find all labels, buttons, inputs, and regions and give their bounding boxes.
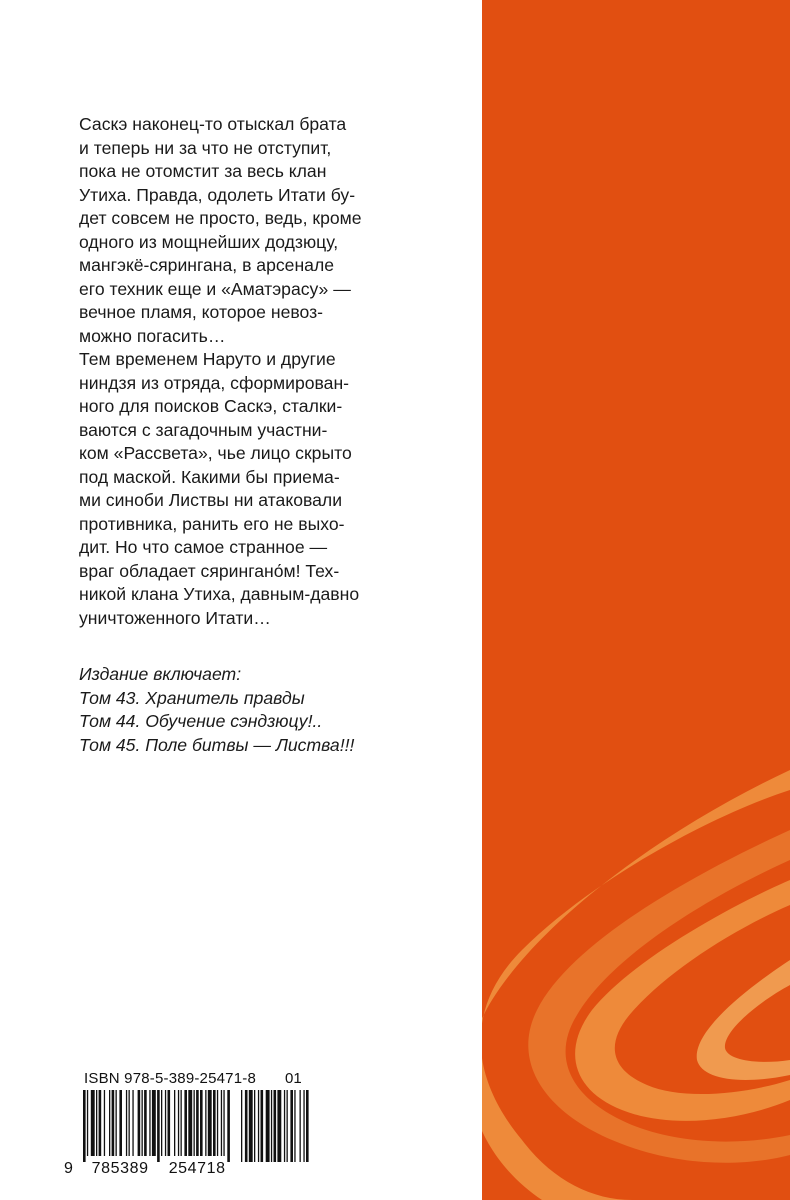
addon-bar xyxy=(261,1090,264,1162)
barcode-bar xyxy=(119,1090,122,1156)
volume-item: Том 44. Обучение сэндзюцу!.. xyxy=(79,711,323,731)
barcode-bar xyxy=(129,1090,130,1156)
blurb-line: ниндзя из отряда, сформирован- xyxy=(79,372,350,393)
addon-bar xyxy=(274,1090,277,1162)
isbn-label: ISBN 978-5-389-25471-8 xyxy=(84,1070,257,1087)
addon-bar xyxy=(249,1090,253,1162)
barcode-bar xyxy=(223,1090,224,1156)
addon-bar xyxy=(287,1090,288,1162)
barcode-bar xyxy=(104,1090,105,1156)
volume-item: Том 43. Хранитель правды xyxy=(79,687,305,708)
blurb-line: ком «Рассвета», чье лицо скрыто xyxy=(79,443,352,463)
barcode-bar xyxy=(138,1090,141,1156)
contents-heading: Издание включает: xyxy=(79,664,242,684)
addon-bar xyxy=(277,1090,281,1162)
addon-bar xyxy=(258,1090,259,1162)
blurb-line: ного для поисков Саскэ, сталки- xyxy=(79,396,343,416)
blurb-line: мангэкё-сярингана, в арсенале xyxy=(79,255,335,275)
barcode-bar xyxy=(181,1090,182,1156)
barcode-bar xyxy=(178,1090,179,1156)
barcode-bar xyxy=(213,1090,216,1156)
barcode-bars xyxy=(81,1090,311,1162)
addon-bar xyxy=(266,1090,270,1162)
blurb-line: дет совсем не просто, ведь, кроме xyxy=(79,208,362,228)
barcode-bar xyxy=(116,1090,117,1156)
barcode-bar xyxy=(184,1090,187,1156)
barcode-bar xyxy=(149,1090,150,1156)
blurb-line: никой клана Утиха, давным-давно xyxy=(79,584,360,604)
addon-bar xyxy=(290,1090,293,1162)
blurb-line: враг обладает сярингано́м! Тех- xyxy=(79,560,340,581)
barcode-bar xyxy=(217,1090,218,1156)
orbit-rings-graphic xyxy=(482,0,790,1200)
ean-right-group: 254718 xyxy=(168,1160,226,1177)
barcode-bar xyxy=(142,1090,143,1156)
barcode-bar xyxy=(99,1090,102,1156)
blurb-line: его техник еще и «Аматэрасу» — xyxy=(79,278,351,299)
blurb-line: противника, ранить его не выхо- xyxy=(79,513,345,534)
barcode-bar xyxy=(165,1090,166,1156)
edition-contents xyxy=(79,663,439,757)
barcode-addon: 01 xyxy=(285,1070,302,1087)
addon-bar xyxy=(271,1090,272,1162)
blurb-line: Тем временем Наруто и другие xyxy=(79,349,336,369)
addon-bar xyxy=(294,1090,295,1162)
blurb-line: Саскэ наконец-то отыскал брата xyxy=(79,114,347,134)
barcode-bar xyxy=(196,1090,199,1156)
barcode-bar xyxy=(194,1090,195,1156)
addon-bar xyxy=(303,1090,304,1162)
blurb-line: вечное пламя, которое невоз- xyxy=(79,302,324,322)
addon-bar xyxy=(300,1090,301,1162)
barcode-bar xyxy=(200,1090,203,1156)
blurb-line: одного из мощнейших додзюцу, xyxy=(79,231,339,252)
barcode-bar xyxy=(87,1090,88,1156)
barcode-bar xyxy=(174,1090,175,1156)
barcode-bar xyxy=(96,1090,97,1156)
addon-bar xyxy=(306,1090,309,1162)
addon-bar xyxy=(245,1090,248,1162)
blurb-line: и теперь ни за что не отступит, xyxy=(79,137,332,158)
barcode-bar xyxy=(221,1090,222,1156)
orange-panel xyxy=(482,0,790,1200)
ean-digits xyxy=(64,1160,314,1178)
barcode-bar xyxy=(157,1090,160,1162)
blurb-line: под маской. Какими бы приема- xyxy=(79,466,340,487)
barcode-bar xyxy=(91,1090,95,1156)
blurb-line: можно погасить… xyxy=(79,325,226,346)
barcode-bar xyxy=(144,1090,147,1156)
blurb-text xyxy=(79,113,409,630)
addon-bar xyxy=(284,1090,285,1162)
barcode-bar xyxy=(132,1090,133,1156)
barcode-bar xyxy=(152,1090,156,1156)
barcode-bar xyxy=(83,1090,86,1162)
blurb-line: Утиха. Правда, одолеть Итати бу- xyxy=(79,184,356,205)
ean-left-group: 785389 xyxy=(91,1160,149,1177)
barcode-bar xyxy=(188,1090,192,1156)
ean-first-digit: 9 xyxy=(64,1160,74,1177)
addon-bar xyxy=(241,1090,242,1162)
barcode-bar xyxy=(227,1090,230,1162)
addon-bar xyxy=(254,1090,255,1162)
blurb-line: пока не отомстит за весь клан xyxy=(79,161,327,181)
barcode-bar xyxy=(126,1090,127,1156)
barcode-bar xyxy=(161,1090,162,1156)
barcode-bar xyxy=(168,1090,171,1156)
blurb-line: ваются с загадочным участни- xyxy=(79,419,328,440)
blurb-line: уничтоженного Итати… xyxy=(79,607,271,628)
blurb-line: дит. Но что самое странное — xyxy=(79,537,328,557)
blurb-line: ми синоби Листвы ни атаковали xyxy=(79,490,343,510)
barcode-bar xyxy=(208,1090,212,1156)
barcode-bar xyxy=(112,1090,115,1156)
barcode-bar xyxy=(109,1090,110,1156)
volume-item: Том 45. Поле битвы — Листва!!! xyxy=(79,734,355,755)
isbn-barcode xyxy=(64,1070,314,1180)
barcode-bar xyxy=(205,1090,206,1156)
